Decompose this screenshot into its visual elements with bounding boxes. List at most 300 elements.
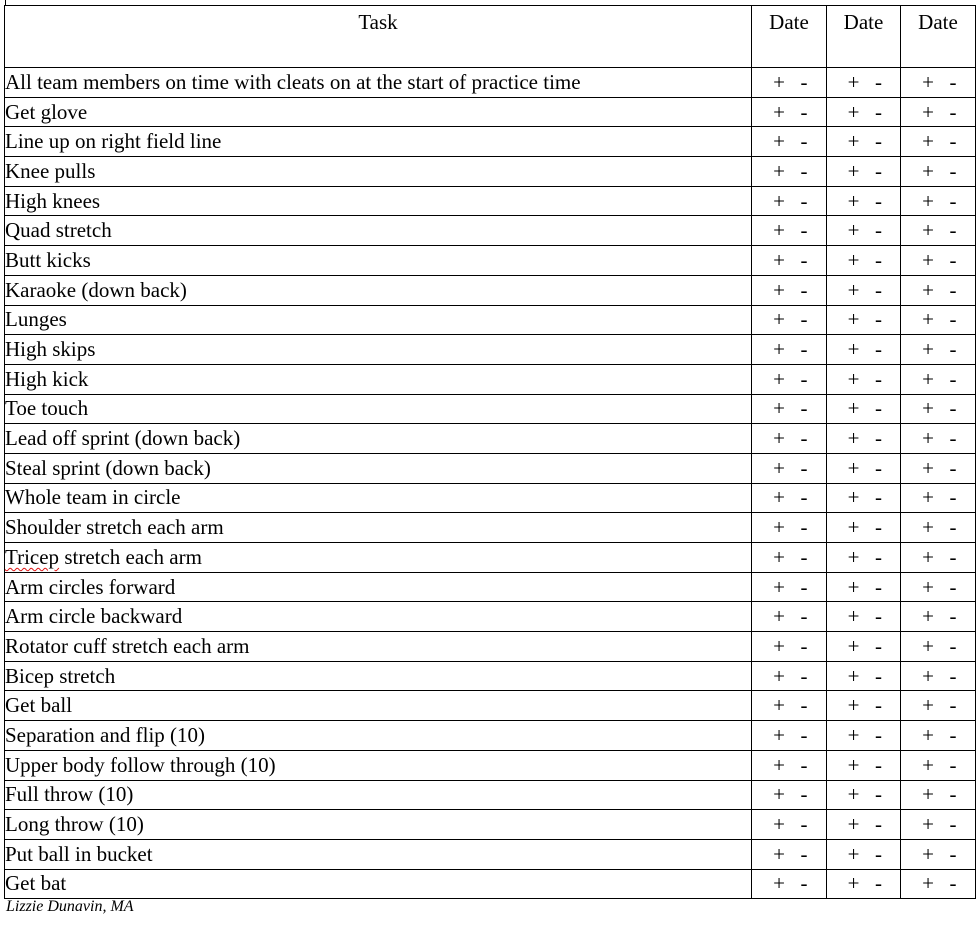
minus-mark[interactable]: - xyxy=(949,544,957,569)
mark-cell-date-3[interactable] xyxy=(901,632,976,662)
plus-mark[interactable]: + xyxy=(773,277,785,302)
minus-mark[interactable]: - xyxy=(800,158,808,183)
minus-mark[interactable]: - xyxy=(875,841,882,866)
minus-mark[interactable]: - xyxy=(875,544,882,569)
task-name xyxy=(5,97,752,127)
minus-mark[interactable]: - xyxy=(800,307,808,332)
plus-mark[interactable]: + xyxy=(922,515,934,540)
task-label: Rotator cuff stretch each arm xyxy=(5,633,250,658)
minus-mark[interactable]: - xyxy=(949,307,957,332)
plus-mark[interactable]: + xyxy=(773,515,785,540)
minus-mark[interactable]: - xyxy=(949,515,957,540)
plus-mark[interactable]: + xyxy=(847,396,860,421)
mark-cell-date-3[interactable] xyxy=(901,602,976,632)
minus-mark[interactable]: - xyxy=(875,455,882,480)
plus-mark[interactable]: + xyxy=(922,604,934,629)
minus-mark[interactable]: - xyxy=(800,69,808,94)
minus-mark[interactable]: - xyxy=(949,366,957,391)
mark-cell-date-1[interactable] xyxy=(752,68,827,98)
plus-mark[interactable]: + xyxy=(847,693,860,718)
table-row xyxy=(5,335,976,365)
plus-mark[interactable]: + xyxy=(773,69,785,94)
task-label: Lunges xyxy=(5,307,67,332)
date-column-header-2: Date xyxy=(827,6,901,68)
minus-mark[interactable]: - xyxy=(875,69,882,94)
minus-mark[interactable]: - xyxy=(875,247,882,272)
task-label: Arm circles forward xyxy=(5,574,176,599)
plus-mark[interactable]: + xyxy=(773,455,785,480)
spellcheck-word: Tricep xyxy=(5,544,60,569)
plus-mark[interactable]: + xyxy=(847,485,860,510)
plus-mark[interactable]: + xyxy=(773,129,785,154)
plus-mark[interactable]: + xyxy=(847,515,860,540)
mark-cell-date-1[interactable] xyxy=(752,572,827,602)
mark-cell-date-3[interactable] xyxy=(901,186,976,216)
minus-mark[interactable]: - xyxy=(800,841,808,866)
mark-cell-date-1[interactable] xyxy=(752,157,827,187)
mark-cell-date-3[interactable] xyxy=(901,543,976,573)
mark-cell-date-1[interactable] xyxy=(752,810,827,840)
mark-cell-date-2[interactable] xyxy=(827,632,901,662)
task-name xyxy=(5,186,752,216)
table-row xyxy=(5,513,976,543)
minus-mark[interactable]: - xyxy=(875,812,882,837)
task-name xyxy=(5,157,752,187)
minus-mark[interactable]: - xyxy=(875,871,882,896)
plus-mark[interactable]: + xyxy=(922,812,934,837)
mark-cell-date-1[interactable] xyxy=(752,216,827,246)
plus-mark[interactable]: + xyxy=(847,574,860,599)
mark-cell-date-3[interactable] xyxy=(901,216,976,246)
plus-mark[interactable]: + xyxy=(922,752,934,777)
minus-mark[interactable]: - xyxy=(875,515,882,540)
plus-mark[interactable]: + xyxy=(847,307,860,332)
mark-cell-date-2[interactable] xyxy=(827,157,901,187)
plus-mark[interactable]: + xyxy=(847,366,860,391)
minus-mark[interactable]: - xyxy=(949,693,957,718)
minus-mark[interactable]: - xyxy=(949,129,957,154)
mark-cell-date-1[interactable] xyxy=(752,453,827,483)
plus-mark[interactable]: + xyxy=(773,633,785,658)
mark-cell-date-2[interactable] xyxy=(827,394,901,424)
mark-cell-date-2[interactable] xyxy=(827,572,901,602)
minus-mark[interactable]: - xyxy=(800,218,808,243)
plus-mark[interactable]: + xyxy=(847,247,860,272)
mark-cell-date-3[interactable] xyxy=(901,721,976,751)
minus-mark[interactable]: - xyxy=(800,366,808,391)
mark-cell-date-2[interactable] xyxy=(827,602,901,632)
minus-mark[interactable]: - xyxy=(800,722,808,747)
plus-mark[interactable]: + xyxy=(922,307,934,332)
minus-mark[interactable]: - xyxy=(800,574,808,599)
minus-mark[interactable]: - xyxy=(949,604,957,629)
mark-cell-date-2[interactable] xyxy=(827,483,901,513)
plus-mark[interactable]: + xyxy=(847,633,860,658)
minus-mark[interactable]: - xyxy=(949,782,957,807)
plus-mark[interactable]: + xyxy=(773,871,785,896)
table-row xyxy=(5,543,976,573)
minus-mark[interactable]: - xyxy=(800,188,808,213)
task-label: Butt kicks xyxy=(5,247,91,272)
task-name xyxy=(5,483,752,513)
table-row xyxy=(5,483,976,513)
plus-mark[interactable]: + xyxy=(773,99,785,124)
plus-mark[interactable]: + xyxy=(847,99,860,124)
minus-mark[interactable]: - xyxy=(949,69,957,94)
plus-mark[interactable]: + xyxy=(773,158,785,183)
header-row xyxy=(5,6,976,68)
minus-mark[interactable]: - xyxy=(875,307,882,332)
mark-cell-date-2[interactable] xyxy=(827,246,901,276)
plus-mark[interactable]: + xyxy=(847,337,860,362)
table-row xyxy=(5,632,976,662)
minus-mark[interactable]: - xyxy=(800,396,808,421)
table-row xyxy=(5,127,976,157)
minus-mark[interactable]: - xyxy=(875,782,882,807)
plus-mark[interactable]: + xyxy=(847,604,860,629)
minus-mark[interactable]: - xyxy=(800,277,808,302)
plus-mark[interactable]: + xyxy=(922,218,934,243)
plus-mark[interactable]: + xyxy=(773,307,785,332)
mark-cell-date-1[interactable] xyxy=(752,364,827,394)
plus-mark[interactable]: + xyxy=(922,99,934,124)
minus-mark[interactable]: - xyxy=(875,277,882,302)
task-label: Put ball in bucket xyxy=(5,841,153,866)
minus-mark[interactable]: - xyxy=(875,158,882,183)
minus-mark[interactable]: - xyxy=(949,722,957,747)
task-label: High skips xyxy=(5,337,96,362)
mark-cell-date-2[interactable] xyxy=(827,661,901,691)
mark-cell-date-2[interactable] xyxy=(827,275,901,305)
mark-cell-date-1[interactable] xyxy=(752,246,827,276)
task-column-header: Task xyxy=(5,6,752,68)
plus-mark[interactable]: + xyxy=(922,247,934,272)
plus-mark[interactable]: + xyxy=(773,366,785,391)
plus-mark[interactable]: + xyxy=(922,129,934,154)
minus-mark[interactable]: - xyxy=(949,455,957,480)
plus-mark[interactable]: + xyxy=(847,129,860,154)
mark-cell-date-3[interactable] xyxy=(901,780,976,810)
table-row xyxy=(5,780,976,810)
minus-mark[interactable]: - xyxy=(949,812,957,837)
mark-cell-date-1[interactable] xyxy=(752,97,827,127)
minus-mark[interactable]: - xyxy=(875,663,882,688)
minus-mark[interactable]: - xyxy=(875,574,882,599)
minus-mark[interactable]: - xyxy=(875,633,882,658)
table-row xyxy=(5,157,976,187)
plus-mark[interactable]: + xyxy=(922,455,934,480)
minus-mark[interactable]: - xyxy=(800,752,808,777)
table-row xyxy=(5,275,976,305)
plus-mark[interactable]: + xyxy=(847,277,860,302)
plus-mark[interactable]: + xyxy=(773,604,785,629)
minus-mark[interactable]: - xyxy=(800,99,808,124)
mark-cell-date-2[interactable] xyxy=(827,810,901,840)
task-label: Steal sprint (down back) xyxy=(5,455,211,480)
plus-mark[interactable]: + xyxy=(922,188,934,213)
mark-cell-date-2[interactable] xyxy=(827,780,901,810)
mark-cell-date-3[interactable] xyxy=(901,661,976,691)
plus-mark[interactable]: + xyxy=(773,812,785,837)
mark-cell-date-3[interactable] xyxy=(901,68,976,98)
mark-cell-date-1[interactable] xyxy=(752,780,827,810)
minus-mark[interactable]: - xyxy=(949,337,957,362)
minus-mark[interactable]: - xyxy=(800,693,808,718)
mark-cell-date-2[interactable] xyxy=(827,424,901,454)
task-label: Full throw (10) xyxy=(5,782,134,807)
minus-mark[interactable]: - xyxy=(800,247,808,272)
task-name xyxy=(5,305,752,335)
plus-mark[interactable]: + xyxy=(922,337,934,362)
minus-mark[interactable]: - xyxy=(800,604,808,629)
minus-mark[interactable]: - xyxy=(949,426,957,451)
plus-mark[interactable]: + xyxy=(773,337,785,362)
mark-cell-date-3[interactable] xyxy=(901,246,976,276)
minus-mark[interactable]: - xyxy=(949,218,957,243)
mark-cell-date-1[interactable] xyxy=(752,335,827,365)
mark-cell-date-1[interactable] xyxy=(752,721,827,751)
plus-mark[interactable]: + xyxy=(773,247,785,272)
mark-cell-date-2[interactable] xyxy=(827,305,901,335)
minus-mark[interactable]: - xyxy=(949,99,957,124)
mark-cell-date-2[interactable] xyxy=(827,543,901,573)
plus-mark[interactable]: + xyxy=(922,158,934,183)
plus-mark[interactable]: + xyxy=(773,663,785,688)
mark-cell-date-1[interactable] xyxy=(752,394,827,424)
plus-mark[interactable]: + xyxy=(847,841,860,866)
mark-cell-date-3[interactable] xyxy=(901,364,976,394)
mark-cell-date-3[interactable] xyxy=(901,453,976,483)
plus-mark[interactable]: + xyxy=(922,782,934,807)
minus-mark[interactable]: - xyxy=(949,188,957,213)
minus-mark[interactable]: - xyxy=(875,693,882,718)
mark-cell-date-3[interactable] xyxy=(901,157,976,187)
plus-mark[interactable]: + xyxy=(847,782,860,807)
minus-mark[interactable]: - xyxy=(875,752,882,777)
minus-mark[interactable]: - xyxy=(875,218,882,243)
minus-mark[interactable]: - xyxy=(875,604,882,629)
plus-mark[interactable]: + xyxy=(847,752,860,777)
minus-mark[interactable]: - xyxy=(800,455,808,480)
mark-cell-date-2[interactable] xyxy=(827,364,901,394)
mark-cell-date-3[interactable] xyxy=(901,869,976,899)
plus-mark[interactable]: + xyxy=(847,544,860,569)
plus-mark[interactable]: + xyxy=(922,485,934,510)
plus-mark[interactable]: + xyxy=(847,426,860,451)
plus-mark[interactable]: + xyxy=(773,841,785,866)
plus-mark[interactable]: + xyxy=(773,218,785,243)
mark-cell-date-2[interactable] xyxy=(827,97,901,127)
minus-mark[interactable]: - xyxy=(800,129,808,154)
mark-cell-date-3[interactable] xyxy=(901,513,976,543)
table-row xyxy=(5,394,976,424)
mark-cell-date-1[interactable] xyxy=(752,186,827,216)
task-label: Whole team in circle xyxy=(5,485,181,510)
minus-mark[interactable]: - xyxy=(800,544,808,569)
plus-mark[interactable]: + xyxy=(773,544,785,569)
minus-mark[interactable]: - xyxy=(800,812,808,837)
minus-mark[interactable]: - xyxy=(949,663,957,688)
mark-cell-date-2[interactable] xyxy=(827,869,901,899)
mark-cell-date-3[interactable] xyxy=(901,810,976,840)
minus-mark[interactable]: - xyxy=(875,426,882,451)
mark-cell-date-2[interactable] xyxy=(827,186,901,216)
minus-mark[interactable]: - xyxy=(875,337,882,362)
plus-mark[interactable]: + xyxy=(773,722,785,747)
mark-cell-date-1[interactable] xyxy=(752,424,827,454)
minus-mark[interactable]: - xyxy=(875,396,882,421)
plus-mark[interactable]: + xyxy=(773,396,785,421)
minus-mark[interactable]: - xyxy=(800,337,808,362)
date-column-header-1: Date xyxy=(752,6,827,68)
mark-cell-date-1[interactable] xyxy=(752,305,827,335)
mark-cell-date-1[interactable] xyxy=(752,869,827,899)
task-label: Bicep stretch xyxy=(5,663,116,688)
mark-cell-date-3[interactable] xyxy=(901,335,976,365)
mark-cell-date-2[interactable] xyxy=(827,721,901,751)
mark-cell-date-2[interactable] xyxy=(827,839,901,869)
plus-mark[interactable]: + xyxy=(847,69,860,94)
mark-cell-date-1[interactable] xyxy=(752,483,827,513)
table-row xyxy=(5,810,976,840)
minus-mark[interactable]: - xyxy=(875,722,882,747)
plus-mark[interactable]: + xyxy=(773,752,785,777)
task-label: Knee pulls xyxy=(5,158,96,183)
minus-mark[interactable]: - xyxy=(800,426,808,451)
mark-cell-date-3[interactable] xyxy=(901,127,976,157)
mark-cell-date-2[interactable] xyxy=(827,513,901,543)
mark-cell-date-2[interactable] xyxy=(827,750,901,780)
task-name xyxy=(5,632,752,662)
task-name xyxy=(5,364,752,394)
plus-mark[interactable]: + xyxy=(922,69,934,94)
mark-cell-date-1[interactable] xyxy=(752,543,827,573)
plus-mark[interactable]: + xyxy=(847,455,860,480)
plus-mark[interactable]: + xyxy=(922,426,934,451)
plus-mark[interactable]: + xyxy=(922,544,934,569)
mark-cell-date-3[interactable] xyxy=(901,750,976,780)
plus-mark[interactable]: + xyxy=(922,693,934,718)
plus-mark[interactable]: + xyxy=(922,574,934,599)
task-label: Karaoke (down back) xyxy=(5,277,187,302)
minus-mark[interactable]: - xyxy=(949,247,957,272)
mark-cell-date-3[interactable] xyxy=(901,691,976,721)
table-row xyxy=(5,602,976,632)
mark-cell-date-2[interactable] xyxy=(827,127,901,157)
plus-mark[interactable]: + xyxy=(847,871,860,896)
minus-mark[interactable]: - xyxy=(949,752,957,777)
mark-cell-date-3[interactable] xyxy=(901,275,976,305)
task-label: Lead off sprint (down back) xyxy=(5,426,241,451)
mark-cell-date-1[interactable] xyxy=(752,275,827,305)
minus-mark[interactable]: - xyxy=(875,366,882,391)
plus-mark[interactable]: + xyxy=(773,782,785,807)
table-row xyxy=(5,661,976,691)
mark-cell-date-3[interactable] xyxy=(901,483,976,513)
minus-mark[interactable]: - xyxy=(949,841,957,866)
mark-cell-date-1[interactable] xyxy=(752,750,827,780)
plus-mark[interactable]: + xyxy=(922,396,934,421)
table-row xyxy=(5,364,976,394)
minus-mark[interactable]: - xyxy=(949,396,957,421)
mark-cell-date-2[interactable] xyxy=(827,691,901,721)
mark-cell-date-2[interactable] xyxy=(827,453,901,483)
mark-cell-date-2[interactable] xyxy=(827,216,901,246)
mark-cell-date-1[interactable] xyxy=(752,839,827,869)
mark-cell-date-1[interactable] xyxy=(752,661,827,691)
plus-mark[interactable]: + xyxy=(847,188,860,213)
plus-mark[interactable]: + xyxy=(847,218,860,243)
table-row xyxy=(5,424,976,454)
plus-mark[interactable]: + xyxy=(922,841,934,866)
plus-mark[interactable]: + xyxy=(922,871,934,896)
task-label: Upper body follow through (10) xyxy=(5,752,276,777)
plus-mark[interactable]: + xyxy=(773,485,785,510)
plus-mark[interactable]: + xyxy=(922,366,934,391)
minus-mark[interactable]: - xyxy=(875,485,882,510)
minus-mark[interactable]: - xyxy=(800,485,808,510)
task-name xyxy=(5,661,752,691)
minus-mark[interactable]: - xyxy=(949,277,957,302)
plus-mark[interactable]: + xyxy=(922,633,934,658)
plus-mark[interactable]: + xyxy=(847,158,860,183)
mark-cell-date-1[interactable] xyxy=(752,691,827,721)
plus-mark[interactable]: + xyxy=(922,722,934,747)
plus-mark[interactable]: + xyxy=(847,722,860,747)
mark-cell-date-1[interactable] xyxy=(752,602,827,632)
minus-mark[interactable]: - xyxy=(949,158,957,183)
author-credit: Lizzie Dunavin, MA xyxy=(6,898,134,915)
mark-cell-date-2[interactable] xyxy=(827,335,901,365)
mark-cell-date-3[interactable] xyxy=(901,394,976,424)
minus-mark[interactable]: - xyxy=(800,782,808,807)
task-name xyxy=(5,394,752,424)
task-label: Line up on right field line xyxy=(5,129,222,154)
plus-mark[interactable]: + xyxy=(773,188,785,213)
minus-mark[interactable]: - xyxy=(949,485,957,510)
plus-mark[interactable]: + xyxy=(773,574,785,599)
plus-mark[interactable]: + xyxy=(773,426,785,451)
minus-mark[interactable]: - xyxy=(800,871,808,896)
minus-mark[interactable]: - xyxy=(875,99,882,124)
minus-mark[interactable]: - xyxy=(949,871,957,896)
mark-cell-date-2[interactable] xyxy=(827,68,901,98)
table-row xyxy=(5,839,976,869)
mark-cell-date-3[interactable] xyxy=(901,424,976,454)
minus-mark[interactable]: - xyxy=(875,129,882,154)
plus-mark[interactable]: + xyxy=(773,693,785,718)
task-name xyxy=(5,691,752,721)
task-label: Get glove xyxy=(5,99,88,124)
plus-mark[interactable]: + xyxy=(922,277,934,302)
mark-cell-date-3[interactable] xyxy=(901,97,976,127)
mark-cell-date-3[interactable] xyxy=(901,839,976,869)
plus-mark[interactable]: + xyxy=(847,812,860,837)
minus-mark[interactable]: - xyxy=(875,188,882,213)
mark-cell-date-1[interactable] xyxy=(752,513,827,543)
minus-mark[interactable]: - xyxy=(800,515,808,540)
mark-cell-date-3[interactable] xyxy=(901,305,976,335)
minus-mark[interactable]: - xyxy=(949,633,957,658)
mark-cell-date-1[interactable] xyxy=(752,127,827,157)
mark-cell-date-1[interactable] xyxy=(752,632,827,662)
mark-cell-date-3[interactable] xyxy=(901,572,976,602)
plus-mark[interactable]: + xyxy=(922,663,934,688)
minus-mark[interactable]: - xyxy=(800,633,808,658)
minus-mark[interactable]: - xyxy=(800,663,808,688)
plus-mark[interactable]: + xyxy=(847,663,860,688)
minus-mark[interactable]: - xyxy=(949,574,957,599)
